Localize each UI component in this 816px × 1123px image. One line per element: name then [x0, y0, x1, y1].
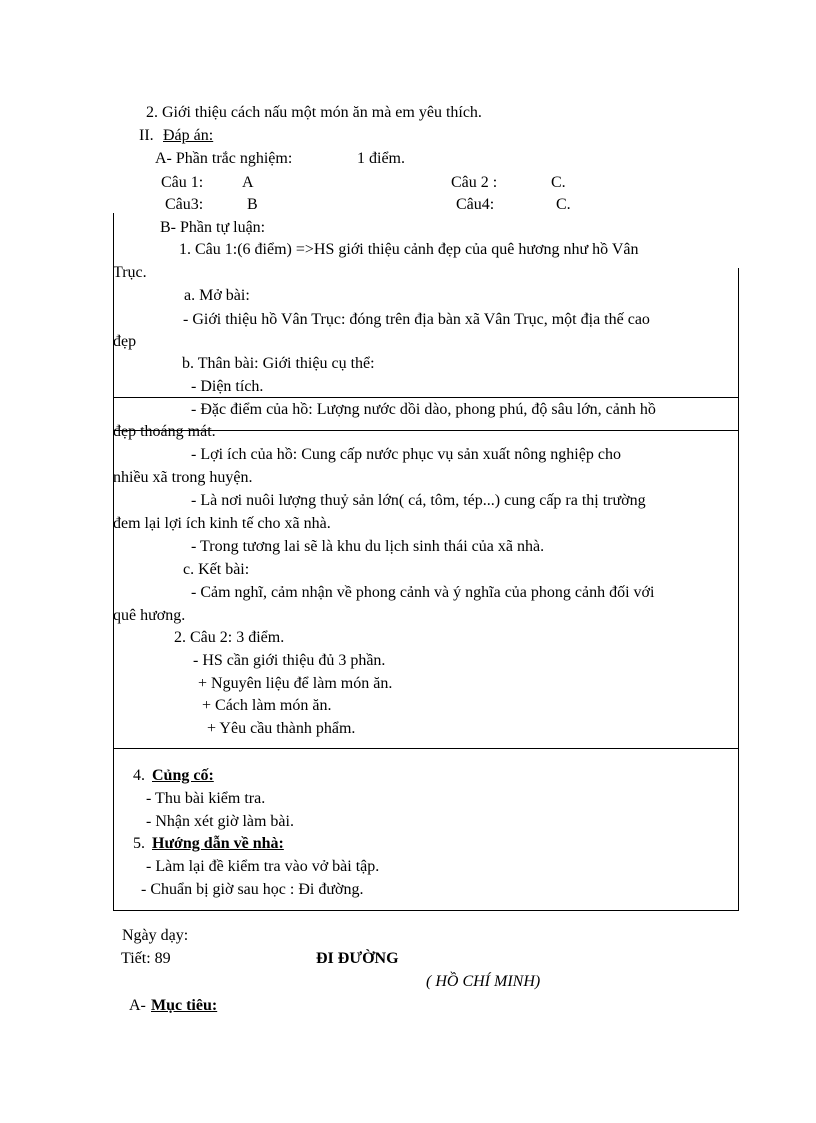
answer-q3-label: Câu3:	[165, 196, 204, 213]
close-label: c. Kết bài:	[183, 561, 250, 578]
answer-q4-label: Câu4:	[456, 196, 495, 213]
goal-prefix: A-	[129, 997, 146, 1014]
q2-item-result: + Yêu cầu thành phẩm.	[207, 720, 356, 737]
part-b-title: B- Phần tự luận:	[160, 219, 266, 236]
benefit-line-1: - Lợi ích của hồ: Cung cấp nước phục vụ sản xuất nông nghiệp cho	[191, 446, 621, 463]
homework-item-2: - Chuẩn bị giờ sau học : Đi đường.	[141, 881, 364, 898]
lesson-author: ( HỒ CHÍ MINH)	[426, 973, 541, 990]
table-right-border	[738, 268, 739, 911]
table-left-border	[113, 213, 114, 911]
open-line-2: đẹp	[113, 333, 137, 350]
consolidate-num: 4.	[133, 767, 145, 784]
consolidate-title: Củng cố:	[152, 767, 214, 784]
section-2-prefix: II.	[139, 127, 154, 144]
answer-q1-value: A	[242, 174, 254, 191]
answer-q2-value: C.	[551, 174, 566, 191]
homework-title: Hướng dẫn về nhà:	[152, 835, 284, 852]
open-label: a. Mở bài:	[184, 287, 250, 304]
table-rule-3	[113, 748, 739, 749]
q1-line-1: 1. Câu 1:(6 điểm) =>HS giới thiệu cảnh đẹp của quê hương như hồ Vân	[179, 241, 639, 258]
homework-num: 5.	[133, 835, 145, 852]
q1-line-2: Trục.	[113, 264, 147, 281]
q2-item-method: + Cách làm món ăn.	[202, 697, 332, 714]
open-line-1: - Giới thiệu hồ Vân Trục: đóng trên địa bàn xã Vân Trục, một địa thế cao	[183, 311, 650, 328]
consolidate-item-2: - Nhận xét giờ làm bài.	[146, 813, 294, 830]
period-label: Tiết: 89	[121, 950, 171, 967]
goal-title: Mục tiêu:	[151, 997, 218, 1014]
benefit-line-2: nhiều xã trong huyện.	[113, 469, 253, 486]
close-line-2: quê hương.	[113, 607, 186, 624]
answer-q4-value: C.	[556, 196, 571, 213]
feature-line-1: - Đặc điểm của hồ: Lượng nước dồi dào, phong phú, độ sâu lớn, cảnh hồ	[191, 401, 656, 418]
body-label: b. Thân bài: Giới thiệu cụ thể:	[182, 355, 375, 372]
intro-item-2: 2. Giới thiệu cách nấu một món ăn mà em yêu thích.	[146, 104, 482, 121]
fish-line-2: đem lại lợi ích kinh tế cho xã nhà.	[113, 515, 331, 532]
feature-line-2: đẹp thoáng mát.	[113, 423, 216, 440]
table-bottom-border	[113, 910, 739, 911]
q2-requirement: - HS cần giới thiệu đủ 3 phần.	[193, 652, 386, 669]
answer-q3-value: B	[247, 196, 258, 213]
part-a-points: 1 điểm.	[357, 150, 405, 167]
answer-q1-label: Câu 1:	[161, 174, 204, 191]
table-rule-1	[113, 397, 739, 398]
part-a-title: A- Phần trắc nghiệm:	[155, 150, 293, 167]
homework-item-1: - Làm lại đề kiểm tra vào vở bài tập.	[146, 858, 380, 875]
lesson-title: ĐI ĐƯỜNG	[316, 950, 399, 967]
area-line: - Diện tích.	[191, 378, 264, 395]
answer-q2-label: Câu 2 :	[451, 174, 498, 191]
future-line: - Trong tương lai sẽ là khu du lịch sinh thái của xã nhà.	[191, 538, 545, 555]
teaching-date-label: Ngày dạy:	[122, 927, 189, 944]
close-line-1: - Cảm nghĩ, cảm nhận về phong cảnh và ý nghĩa của phong cảnh đối với	[191, 584, 655, 601]
section-2-title: Đáp án:	[163, 127, 214, 144]
q2-title: 2. Câu 2: 3 điểm.	[174, 629, 285, 646]
fish-line-1: - Là nơi nuôi lượng thuỷ sản lớn( cá, tôm, tép...) cung cấp ra thị trường	[191, 492, 646, 509]
consolidate-item-1: - Thu bài kiểm tra.	[146, 790, 266, 807]
q2-item-ingredients: + Nguyên liệu để làm món ăn.	[198, 675, 393, 692]
